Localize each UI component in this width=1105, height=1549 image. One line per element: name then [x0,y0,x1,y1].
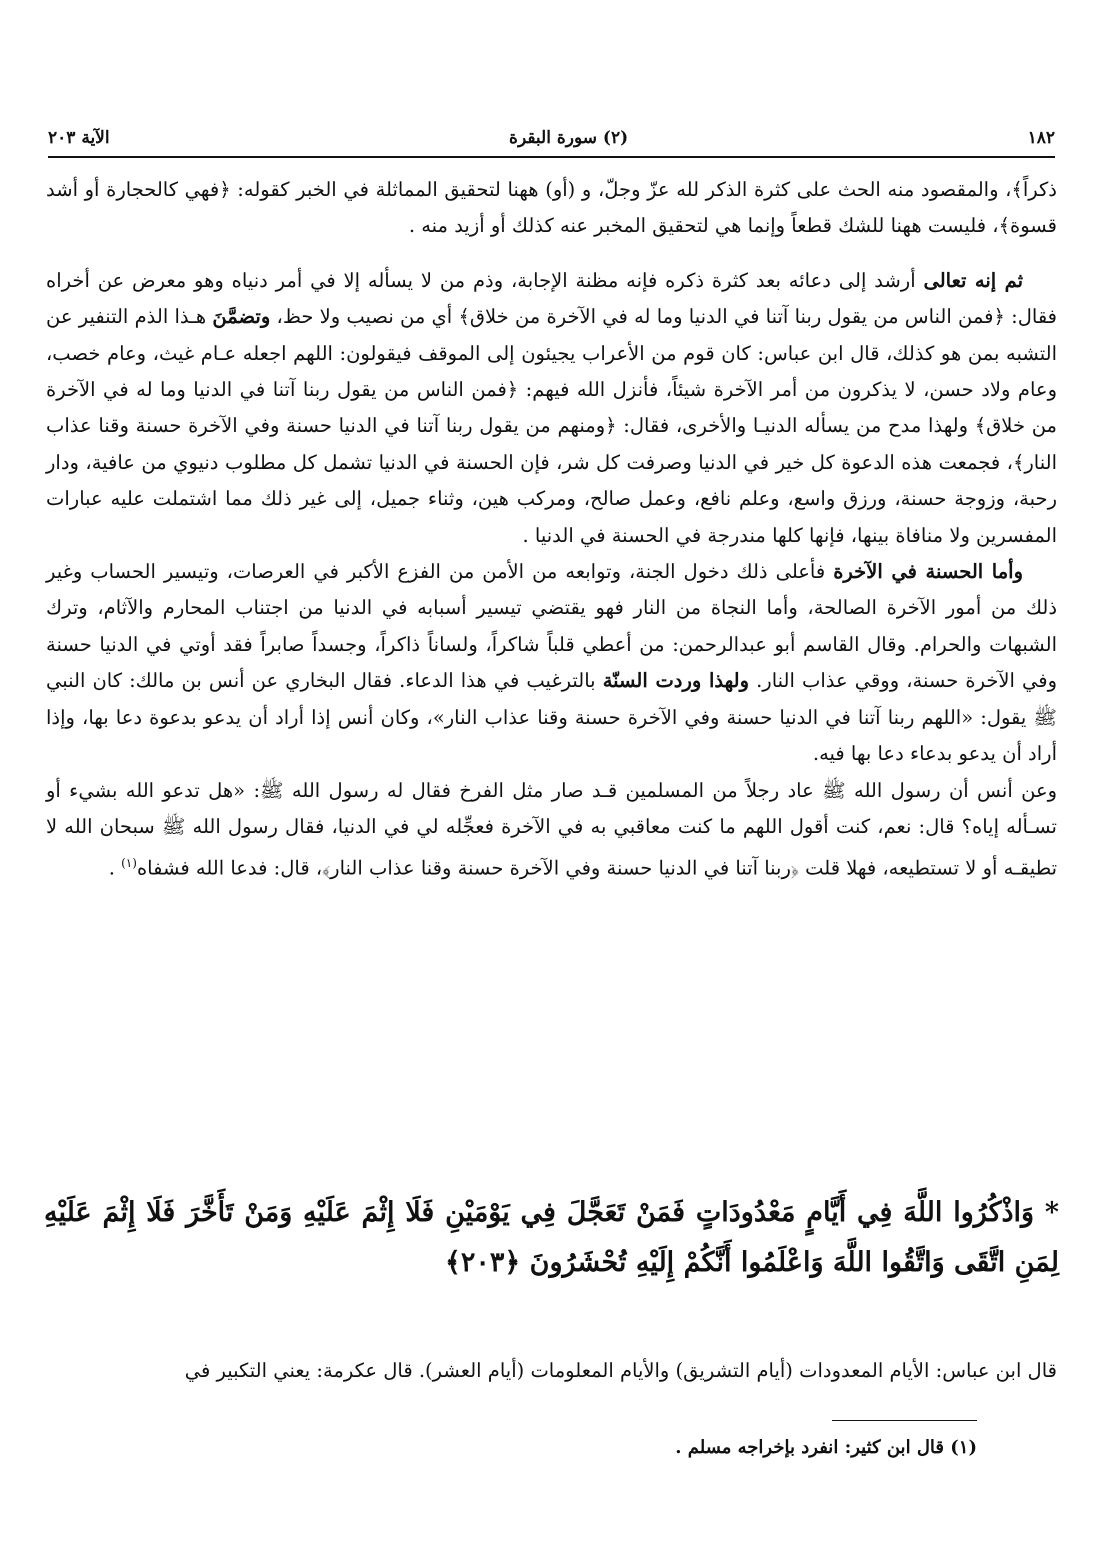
paragraph-3-lead2: ولهذا وردت السنّة [602,669,750,693]
after-verse-text: قال ابن عباس: الأيام المعدودات (أيام التشريق) والأيام المعلومات (أيام العشر). قال عكرمة: يعني التكبير في [184,1359,1057,1382]
footnote-ref: (١) [121,856,137,871]
paragraph-3-lead: وأما الحسنة في الآخرة [833,560,1023,584]
paragraph-2: ثم إنه تعالى أرشد إلى دعائه بعد كثرة ذكره فإنه مظنة الإجابة، وذم من لا يسأله إلا في أمر دنياه وهو معرض عن أخراه فقال: ﴿فمن الناس من يقول ربنا آتنا في الدنيا وما له في الآخرة من خلاق﴾ أي من نصيب ولا حظ، وتضمَّنَ هـذا الذم التنفير عن التشبه بمن هو كذلك، قال ابن عباس: كان قوم من الأعراب يجيئون إلى الموقف فيقولون: اللهم اجعله عـام غيث، وعام خصب، وعام ولاد حسن، لا يذكرون من أمر الآخرة شيئاً، فأنزل الله فيهم: ﴿فمن الناس من يقول ربنا آتنا في الدنيا وما له في الآخرة من خلاق﴾ ولهذا مدح من يسأله الدنيـا والأخرى، فقال: ﴿ومنهم من يقول ربنا آتنا في الدنيا حسنة وفي الآخرة حسنة وقنا عذاب النار﴾، فجمعت هذه الدعوة كل خير في الدنيا وصرفت كل شر، فإن الحسنة في الدنيا تشمل كل مطلوب دنيوي من عافية، ودار رحبة، وزوجة حسنة، ورزق واسع، وعلم نافع، وعمل صالح، ومركب هين، وثناء جميل، إلى غير ذلك مما اشتملت عليه عبارات المفسرين ولا منافاة بينها، فإنها كلها مندرجة في الحسنة في الدنيا . [46,268,1057,547]
paragraph-3: وأما الحسنة في الآخرة فأعلى ذلك دخول الجنة، وتوابعه من الأمن من الفزع الأكبر في العرصات، وتيسير الحساب وغير ذلك من أمور الآخرة الصالحة، وأما النجاة من النار فهو يقتضي تيسير أسبابه في الدنيا من اجتناب المحارم والآثام، وترك الشبهات والحرام. وقال القاسم أبو عبدالرحمن: من أعطي قلباً شاكراً، ولساناً ذاكراً، وجسداً صابراً فقد أوتي في الدنيا حسنة وفي الآخرة حسنة، ووقي عذاب النار. ولهذا وردت السنّة بالترغيب في هذا الدعاء. فقال البخاري عن أنس بن مالك: كان النبي ﷺ يقول: «اللهم ربنا آتنا في الدنيا حسنة وفي الآخرة حسنة وقنا عذاب النار»، وكان أنس إذا أراد أن يدعو بدعوة دعا بها، وإذا أراد أن يدعو بدعاء دعا بها فيه. [46,560,1058,766]
surah-title: (٢) سورة البقرة [509,128,629,148]
commentary-body [46,172,1057,887]
verse-label: الآية ٢٠٣ [48,128,110,148]
verse-text: وَاذْكُرُوا اللَّهَ فِي أَيَّامٍ مَعْدُودَاتٍ فَمَنْ تَعَجَّلَ فِي يَوْمَيْنِ فَلَا إِثْمَ عَلَيْهِ وَمَنْ تَأَخَّرَ فَلَا إِثْمَ عَلَيْهِ لِمَنِ اتَّقَى وَاتَّقُوا اللَّهَ وَاعْلَمُوا أَنَّكُمْ إِلَيْهِ تُحْشَرُونَ [44,1197,1059,1278]
page-number: ١٨٢ [1027,128,1055,148]
paragraph-1: ذكراً﴾، والمقصود منه الحث على كثرة الذكر لله عزّ وجلّ، و (أو) ههنا لتحقيق المماثلة في الخبر كقوله: ﴿فهي كالحجارة أو أشد قسوة﴾، فليست ههنا للشك قطعاً وإنما هي لتحقيق المخبر عنه كذلك أو أزيد منه . [46,178,1057,238]
header-divider [48,156,1055,158]
footnote-divider [832,1420,977,1421]
verse-number: ﴿٢٠٣﴾ [445,1247,521,1278]
verse-marker: * [1044,1197,1059,1228]
quran-verse [44,1188,1059,1288]
page-header [48,128,1055,148]
footnote: (١) قال ابن كثير: انفرد بإخراجه مسلم . [675,1437,977,1458]
paragraph-2-lead: ثم إنه تعالى [923,268,1023,292]
paragraph-2-lead2: وتضمَّنَ [212,305,271,329]
paragraph-4: وعن أنس أن رسول الله ﷺ عاد رجلاً من المسلمين قـد صار مثل الفرخ فقال له رسول الله ﷺ: «هل تدعو الله بشيء أو تسـأله إياه؟ قال: نعم، كنت أقول اللهم ما كنت معاقبي به في الآخرة فعجِّله لي في الدنيا، فقال رسول الله ﷺ سبحان الله لا تطيقـه أو لا تستطيعه، فهلا قلت ﴿ربنا آتنا في الدنيا حسنة وفي الآخرة حسنة وقنا عذاب النار﴾، قال: فدعا الله فشفاه$^{(١)}$ . [46,778,1057,880]
